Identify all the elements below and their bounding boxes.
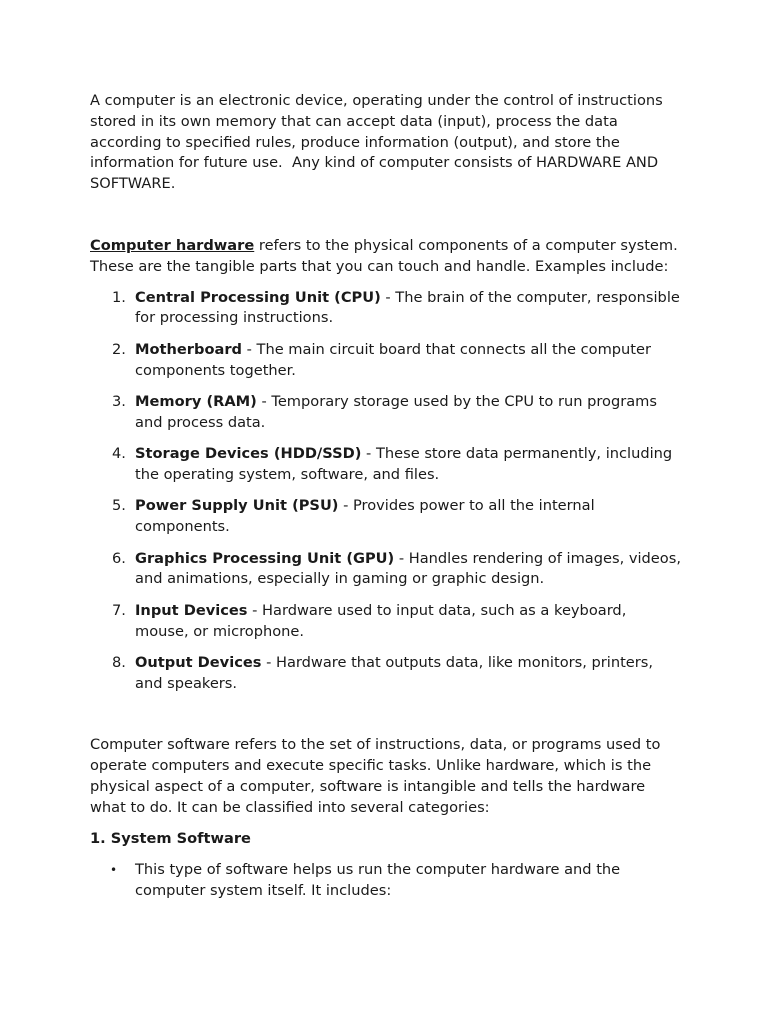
list-term: Output Devices [135,653,262,671]
list-item [90,288,682,330]
list-description: - The main circuit board that connects all the computer components together. [135,340,651,379]
system-software-heading: 1. System Software [90,830,251,848]
list-number: 3. [112,392,126,410]
list-term: Memory (RAM) [135,392,257,410]
list-item [90,444,682,486]
list-item [90,549,682,591]
list-item [90,860,682,902]
list-description: - These store data permanently, including the operating system, software, and files. [135,445,673,483]
hardware-list [90,288,682,695]
list-text: This type of software helps us run the computer hardware and the computer system itself. It includes: [135,861,621,900]
list-term: Input Devices [135,601,248,619]
hardware-heading: Computer hardware [90,236,255,254]
list-number: 5. [112,497,126,515]
list-description: - Hardware used to input data, such as a keyboard, mouse, or microphone. [135,601,627,640]
list-number: 4. [112,445,126,463]
bullet-icon: • [110,863,118,878]
list-item [90,496,682,538]
list-item [90,653,682,695]
software-paragraph: Computer software refers to the set of instructions, data, or programs used to operate computers and execute specific tasks. Unlike hardware, which is the physical aspect of a computer, software is intangible and tells the hardware what to do. It can be classified into several categories: [90,736,661,816]
list-description: - Temporary storage used by the CPU to run programs and process data. [135,392,658,431]
list-number: 8. [112,653,126,671]
list-term: Central Processing Unit (CPU) [135,288,381,306]
list-description: - The brain of the computer, responsible for processing instructions. [135,288,680,327]
list-item [90,601,682,643]
list-term: Motherboard [135,340,242,358]
list-number: 2. [112,340,126,358]
hardware-paragraph [90,236,682,278]
list-number: 6. [112,549,126,567]
list-term: Storage Devices (HDD/SSD) [135,445,362,463]
document-body [90,91,682,902]
list-description: - Handles rendering of images, videos, and animations, especially in gaming or graphic design. [135,549,681,588]
list-description: - Provides power to all the internal components. [135,497,595,536]
list-item [90,340,682,382]
list-number: 1. [112,288,126,306]
list-term: Power Supply Unit (PSU) [135,497,339,515]
intro-paragraph: A computer is an electronic device, operating under the control of instructions stored in its own memory that can accept data (input), process the data according to specified rules, produce information (output), and store the information for future use. Any kind of computer consists of HARDWARE AND SOFTWARE. [90,92,663,193]
list-description: - Hardware that outputs data, like monitors, printers, and speakers. [135,653,654,692]
list-number: 7. [112,601,126,619]
hardware-intro-text: refers to the physical components of a computer system. These are the tangible parts that you can touch and handle. Examples include: [90,236,678,275]
system-software-list [90,860,682,902]
list-term: Graphics Processing Unit (GPU) [135,549,395,567]
list-item [90,392,682,434]
